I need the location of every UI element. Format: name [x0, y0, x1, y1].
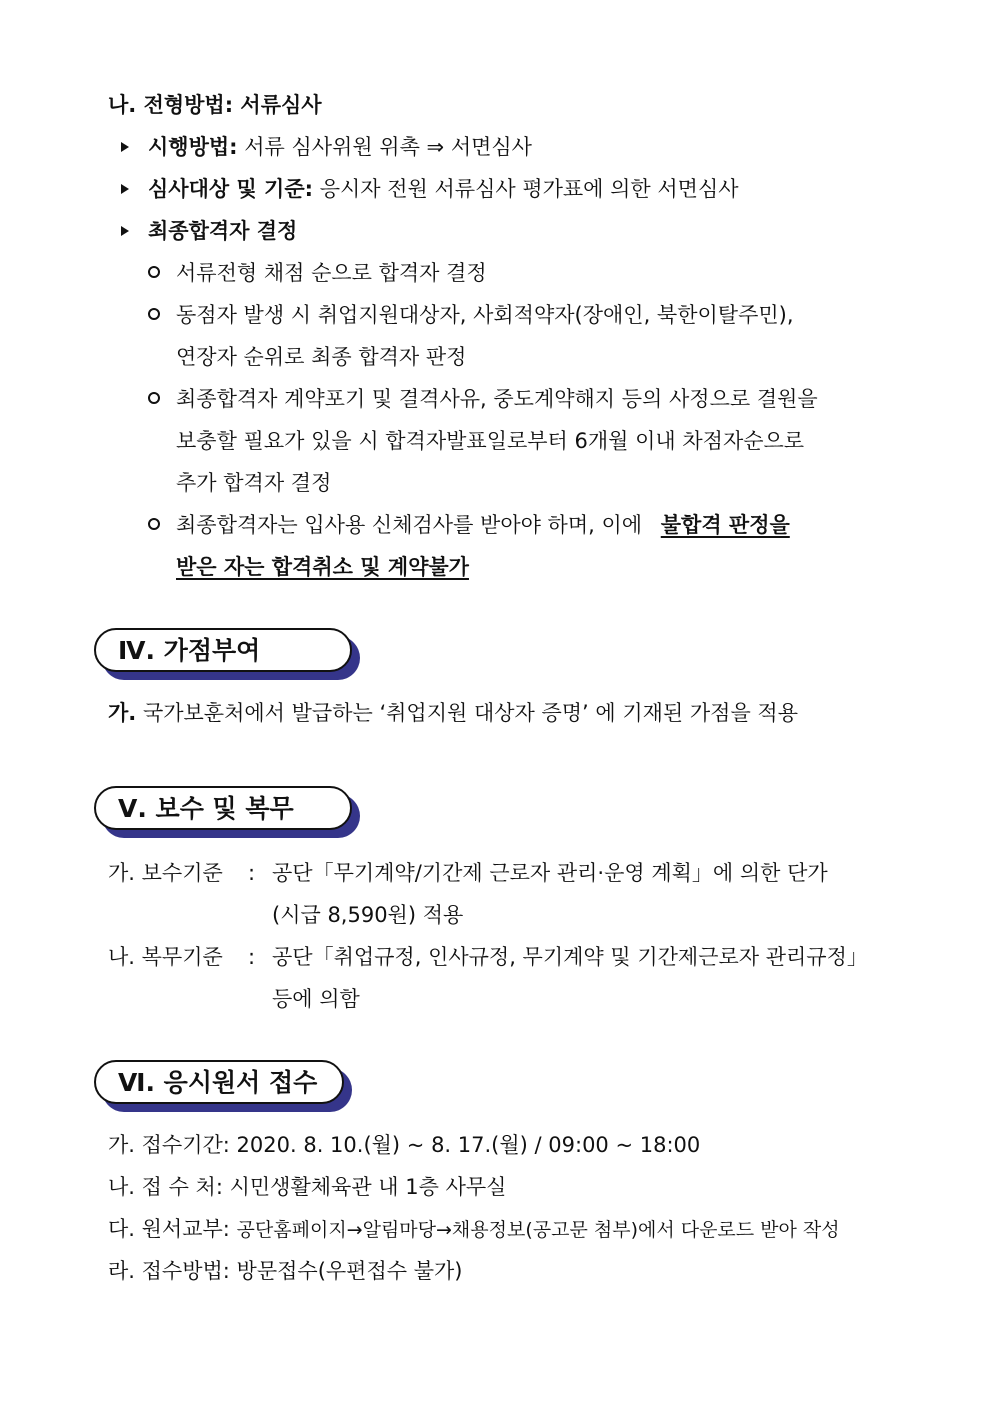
service-standard-label: 나. 복무기준 [108, 945, 223, 969]
selection-method-title: 나. 전형방법: 서류심사 [108, 93, 322, 117]
row-label: 나. 접 수 처: [108, 1175, 223, 1199]
list-item-continued: 연장자 순위로 최종 합격자 판정 [176, 345, 467, 369]
service-standard-text: 공단「취업규정, 인사규정, 무기계약 및 기간제근로자 관리규정」 [272, 945, 868, 969]
list-item: 서류전형 채점 순으로 합격자 결정 [176, 261, 487, 285]
item-emphasis-continued: 받은 자는 합격취소 및 계약불가 [176, 555, 469, 579]
circle-bullet-icon [148, 308, 160, 320]
application-row-method [108, 1256, 462, 1286]
section-heading-text: Ⅴ. 보수 및 복무 [118, 794, 294, 823]
bullet-label: 심사대상 및 기준: [148, 177, 314, 201]
list-item [176, 510, 790, 540]
bullet-review-target [148, 174, 739, 204]
section-heading-application [94, 1060, 344, 1104]
triangle-bullet-icon [121, 142, 129, 152]
row-text: 방문접수(우편접수 불가) [236, 1259, 463, 1283]
row-label: 가. 접수기간: [108, 1133, 230, 1157]
pay-standard-label: 가. 보수기준 [108, 861, 223, 885]
list-item: 동점자 발생 시 취업지원대상자, 사회적약자(장애인, 북한이탈주민), [176, 303, 794, 327]
pay-standard-colon: : [248, 861, 256, 885]
list-item-continued: 추가 합격자 결정 [176, 471, 332, 495]
circle-bullet-icon [148, 266, 160, 278]
circle-bullet-icon [148, 518, 160, 530]
service-standard-text-continued: 등에 의함 [272, 987, 360, 1011]
application-row-period [108, 1130, 700, 1160]
application-row-place [108, 1172, 506, 1202]
list-item-continued: 보충할 필요가 있을 시 합격자발표일로부터 6개월 이내 차점자순으로 [176, 429, 805, 453]
pay-standard-text-continued: (시급 8,590원) 적용 [272, 903, 464, 927]
pay-standard-text: 공단「무기계약/기간제 근로자 관리·운영 계획」에 의한 단가 [272, 861, 828, 885]
bullet-text: 서류 심사위원 위촉 ⇒ 서면심사 [244, 135, 532, 159]
bullet-text: 응시자 전원 서류심사 평가표에 의한 서면심사 [319, 177, 739, 201]
bullet-label: 시행방법: [148, 135, 238, 159]
bonus-item [108, 698, 798, 728]
service-standard-colon: : [248, 945, 256, 969]
section-heading-bonus [94, 628, 352, 672]
bullet-exec-method [148, 132, 532, 162]
section-heading-text: Ⅳ. 가점부여 [118, 636, 261, 665]
item-text: 국가보훈처에서 발급하는 ‘취업지원 대상자 증명’ 에 기재된 가점을 적용 [142, 701, 798, 725]
row-text: 2020. 8. 10.(월) ~ 8. 17.(월) / 09:00 ~ 18:00 [236, 1133, 701, 1157]
section-heading-pay [94, 786, 352, 830]
circle-bullet-icon [148, 392, 160, 404]
item-emphasis: 불합격 판정을 [660, 513, 790, 537]
list-item: 최종합격자 계약포기 및 결격사유, 중도계약해지 등의 사정으로 결원을 [176, 387, 818, 411]
section-heading-text: Ⅵ. 응시원서 접수 [118, 1068, 318, 1097]
item-label: 가. [108, 701, 137, 725]
item-text: 최종합격자는 입사용 신체검사를 받아야 하며, 이에 [176, 513, 643, 537]
row-label: 라. 접수방법: [108, 1259, 230, 1283]
triangle-bullet-icon [121, 184, 129, 194]
row-label: 다. 원서교부: [108, 1217, 230, 1241]
application-row-distribution [108, 1214, 840, 1245]
bullet-final-decision: 최종합격자 결정 [148, 219, 298, 243]
triangle-bullet-icon [121, 226, 129, 236]
row-text: 시민생활체육관 내 1층 사무실 [229, 1175, 507, 1199]
row-text: 공단홈페이지→알림마당→채용정보(공고문 첨부)에서 다운로드 받아 작성 [236, 1219, 840, 1241]
